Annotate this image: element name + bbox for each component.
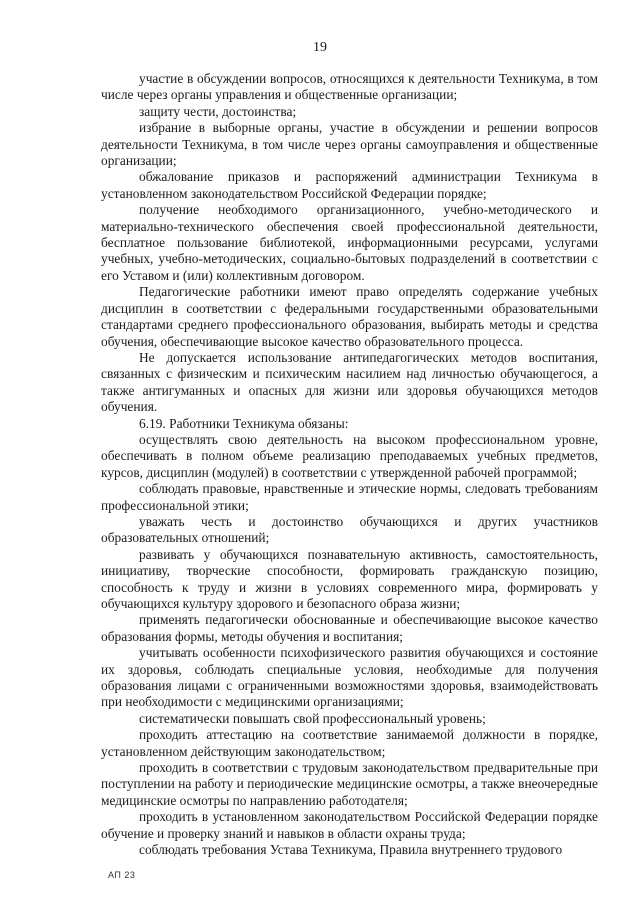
paragraph: Не допускается использование антипедагогических методов воспитания, связанных с физическим и психическим насилием над личностью обучающегося, а также антигуманных и опасных для жизни или здоровья обучающихся методов обучения. — [101, 349, 598, 415]
paragraph: проходить в установленном законодательством Российской Федерации порядке обучение и проверку знаний и навыков в области охраны труда; — [101, 809, 598, 841]
paragraph: проходить аттестацию на соответствие занимаемой должности в порядке, установленном действующим законодательством; — [101, 727, 598, 759]
paragraph: проходить в соответствии с трудовым законодательством предварительные при поступлении на работу и периодические медицинские осмотры, а также внеочередные медицинские осмотры по направлению работодателя; — [101, 760, 598, 808]
footer-code: АП 23 — [108, 870, 136, 880]
paragraph: развивать у обучающихся познавательную активность, самостоятельность, инициативу, творческие способности, формировать гражданскую позицию, способность к труду и жизни в условиях современного мира, формировать у обучающихся культуру здорового и безопасного образа жизни; — [101, 546, 598, 611]
paragraph: соблюдать правовые, нравственные и этические нормы, следовать требованиям профессиональной этики; — [101, 481, 598, 513]
section-heading: 6.19. Работники Техникума обязаны: — [139, 415, 349, 431]
page-number: 19 — [313, 40, 327, 55]
paragraph: Педагогические работники имеют право определять содержание учебных дисциплин в соответствии с федеральными государственными образовательными стандартами среднего профессионального образования, выбирать методы и средства обучения, обеспечивающие высокое качество образовательного процесса. — [101, 284, 598, 349]
document-body — [101, 71, 598, 859]
paragraph: получение необходимого организационного, учебно-методического и материально-технического обеспечения своей профессиональной деятельности, бесплатное пользование библиотекой, информационными ресурсами, услугами учебных, учебно-методических, социально-бытовых подразделений в соответствии с его Уставом и (или) коллективным договором. — [101, 202, 598, 283]
paragraph: систематически повышать свой профессиональный уровень; — [139, 710, 486, 726]
paragraph: избрание в выборные органы, участие в обсуждении и решении вопросов деятельности Техникума, в том числе через органы самоуправления и общественные организации; — [101, 120, 598, 169]
paragraph: применять педагогически обоснованные и обеспечивающие высокое качество образования формы, методы обучения и воспитания; — [101, 612, 598, 644]
paragraph: осуществлять свою деятельность на высоком профессиональном уровне, обеспечивать в полном объеме реализацию преподаваемых учебных предметов, курсов, дисциплин (модулей) в соответствии с утвержденной рабочей программой; — [101, 431, 598, 480]
paragraph: соблюдать требования Устава Техникума, Правила внутреннего трудового — [139, 842, 563, 858]
paragraph: уважать честь и достоинство обучающихся и других участников образовательных отношений; — [101, 513, 598, 546]
paragraph: защиту чести, достоинства; — [139, 103, 297, 119]
paragraph: участие в обсуждении вопросов, относящихся к деятельности Техникума, в том числе через органы управления и общественные организации; — [101, 71, 598, 103]
paragraph: обжалование приказов и распоряжений администрации Техникума в установленном законодательством Российской Федерации порядке; — [101, 169, 598, 201]
paragraph: учитывать особенности психофизического развития обучающихся и состояние их здоровья, соблюдать специальные условия, необходимые для получения образования лицами с ограниченными возможностями здоровья, взаимодействовать при необходимости с медицинскими организациями; — [101, 645, 598, 710]
